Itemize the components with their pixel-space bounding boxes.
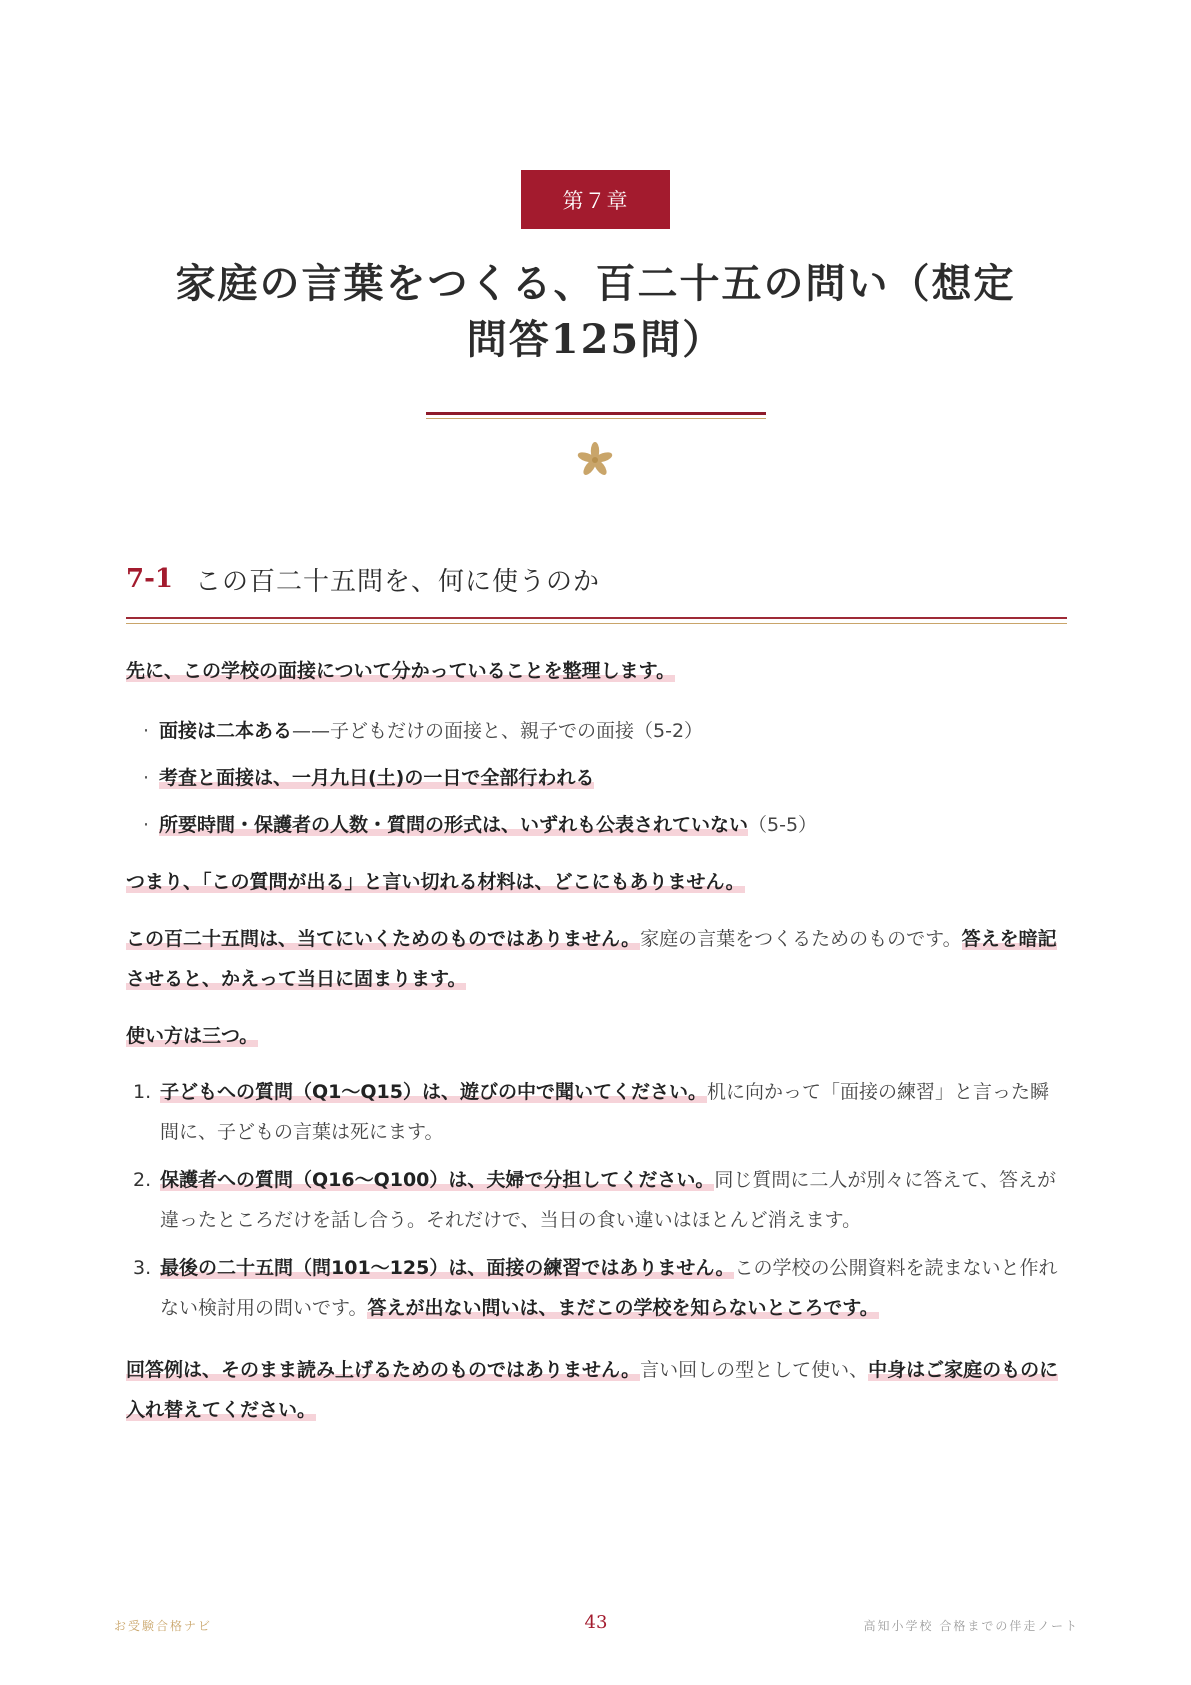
bullet-plain: （5-5） [748, 814, 818, 836]
chapter-title-line1: 家庭の言葉をつくる、百二十五の問い（想定 [175, 260, 1016, 307]
list-item [143, 708, 1063, 755]
item-bold: 最後の二十五問（問101〜125）は、面接の練習ではありません。 [160, 1257, 735, 1279]
bullet-dot: · [143, 814, 150, 836]
purpose-paragraph [126, 919, 1068, 999]
item-bold-2: 答えが出ない問いは、まだこの学校を知らないところです。 [367, 1297, 879, 1319]
chapter-title-line2: 問答125問） [466, 316, 725, 363]
item-number: 1. [133, 1081, 152, 1103]
item-plain: この学校の公開資料を読まないと作れない検討用の問いです。 [160, 1257, 1058, 1319]
list-item [133, 1160, 1063, 1240]
item-number: 3. [133, 1257, 152, 1279]
closing-bold-1: 回答例は、そのまま読み上げるためのものではありません。 [126, 1359, 641, 1381]
section-heading [126, 561, 600, 597]
facts-list [143, 708, 1063, 849]
title-divider [426, 412, 766, 415]
closing-bold-2: 中身はご家庭のものに入れ替えてください。 [126, 1359, 1059, 1421]
bullet-plain: ——子どもだけの面接と、親子での面接（5-2） [292, 720, 704, 742]
closing-plain: 言い回しの型として使い、 [640, 1359, 869, 1381]
chapter-title [120, 256, 1071, 368]
section-title: この百二十五問を、何に使うのか [194, 566, 600, 597]
bullet-bold: 考査と面接は、一月九日(土)の一日で全部行われる [159, 767, 595, 789]
item-bold: 保護者への質問（Q16〜Q100）は、夫婦で分担してください。 [160, 1169, 715, 1191]
section-divider [126, 617, 1067, 619]
closing-paragraph [126, 1350, 1068, 1430]
flower-ornament-icon [575, 440, 615, 480]
bullet-bold: 所要時間・保護者の人数・質問の形式は、いずれも公表されていない [159, 814, 749, 836]
title-divider-thin [426, 418, 766, 419]
list-item [143, 802, 1063, 849]
item-plain: 同じ質問に二人が別々に答えて、答えが違ったところだけを話し合う。それだけで、当日の食い違いはほとんど消えます。 [160, 1169, 1057, 1231]
usage-heading [126, 1016, 1068, 1056]
purpose-plain: 家庭の言葉をつくるためのものです。 [640, 928, 962, 950]
bullet-dot: · [143, 767, 150, 789]
intro-text: 先に、この学校の面接について分かっていることを整理します。 [126, 660, 676, 682]
section-divider-thin [126, 623, 1067, 624]
summary-paragraph [126, 862, 1068, 902]
item-plain: 机に向かって「面接の練習」と言った瞬間に、子どもの言葉は死にます。 [160, 1081, 1049, 1143]
list-item [143, 755, 1063, 802]
bullet-bold: 面接は二本ある [159, 720, 293, 742]
bullet-dot: · [143, 720, 150, 742]
list-item [133, 1072, 1063, 1152]
usage-heading-text: 使い方は三つ。 [126, 1025, 259, 1047]
chapter-badge: 第７章 [521, 170, 670, 229]
purpose-bold-1: この百二十五問は、当てにいくためのものではありません。 [126, 928, 641, 950]
section-number: 7-1 [126, 564, 173, 594]
summary-text: つまり、「この質問が出る」と言い切れる材料は、どこにもありません。 [126, 871, 745, 893]
list-item [133, 1248, 1063, 1328]
intro-paragraph [126, 651, 1068, 691]
footer-brand: お受験合格ナビ [114, 1619, 213, 1633]
item-bold: 子どもへの質問（Q1〜Q15）は、遊びの中で聞いてください。 [160, 1081, 707, 1103]
purpose-bold-2: 答えを暗記させると、かえって当日に固まります。 [126, 928, 1057, 990]
usage-list [133, 1072, 1063, 1336]
page-number: 43 [584, 1612, 608, 1633]
footer-book-title: 高知小学校 合格までの伴走ノート [863, 1619, 1079, 1633]
item-number: 2. [133, 1169, 152, 1191]
